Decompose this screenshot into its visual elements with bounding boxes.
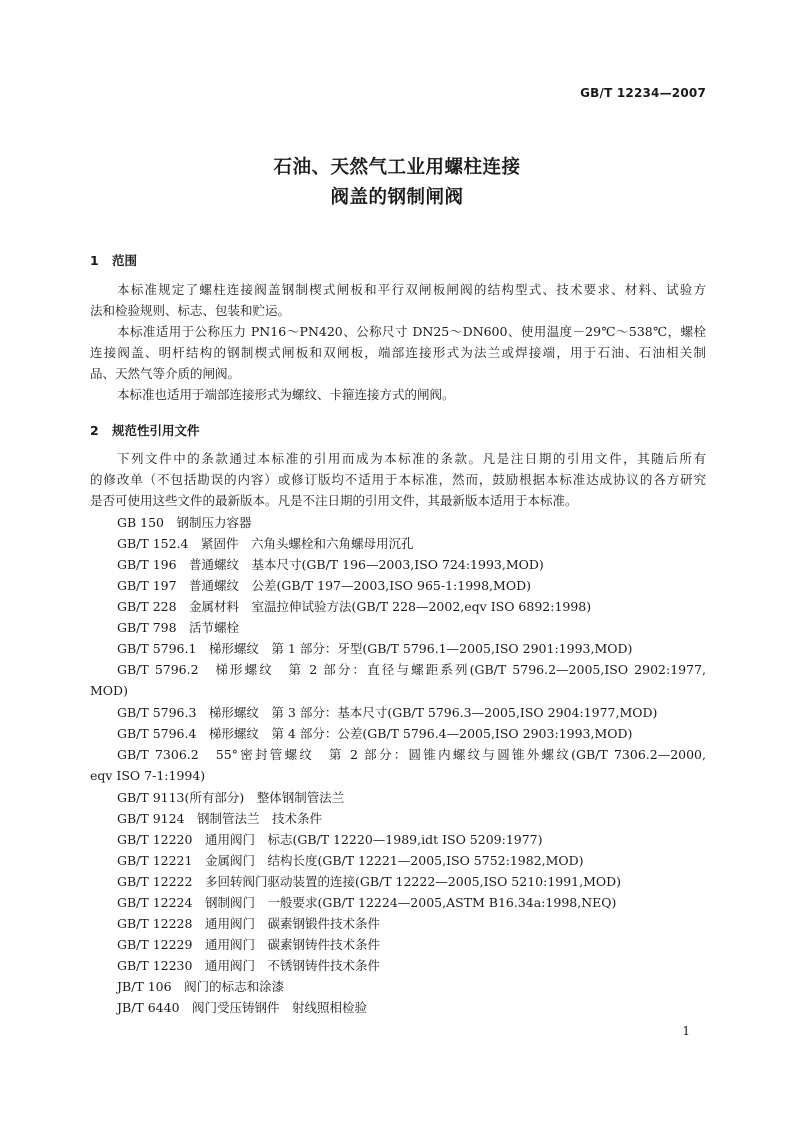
reference-item: GB/T 798 活节螺栓 — [117, 620, 240, 635]
reference-item: GB/T 196 普通螺纹 基本尺寸(GB/T 196—2003,ISO 724:1993,MOD) — [117, 557, 544, 572]
reference-item: GB/T 5796.4 梯形螺纹 第 4 部分：公差(GB/T 5796.4—2005,ISO 2903:1993,MOD) — [117, 726, 633, 741]
document-title-line-2: 阀盖的钢制闸阀 — [330, 187, 464, 208]
reference-item-continuation: MOD) — [90, 683, 128, 698]
section-title: 规范性引用文件 — [112, 423, 200, 438]
section-2-heading — [90, 421, 200, 439]
reference-item: GB/T 228 金属材料 室温拉伸试验方法(GB/T 228—2002,eqv ISO 6892:1998) — [117, 599, 592, 614]
paragraph-line: 本标准也适用于端部连接形式为螺纹、卡箍连接方式的闸阀。 — [117, 387, 455, 402]
reference-item: GB/T 5796.3 梯形螺纹 第 3 部分：基本尺寸(GB/T 5796.3—2005,ISO 2904:1977,MOD) — [117, 705, 658, 720]
section-1-heading — [90, 251, 137, 269]
reference-item: GB/T 12220 通用阀门 标志(GB/T 12220—1989,idt ISO 5209:1977) — [117, 832, 543, 847]
reference-item-continuation: eqv ISO 7-1:1994) — [90, 768, 206, 783]
paragraph-line: 是否可使用这些文件的最新版本。凡是不注日期的引用文件，其最新版本适用于本标准。 — [90, 493, 578, 508]
paragraph-line: 法和检验规则、标志、包装和贮运。 — [90, 303, 291, 318]
reference-item: GB/T 12224 钢制阀门 一般要求(GB/T 12224—2005,ASTM B16.34a:1998,NEQ) — [117, 895, 617, 910]
paragraph-line: 品、天然气等介质的闸阀。 — [90, 366, 241, 381]
page-number: 1 — [682, 1024, 690, 1038]
reference-item: GB/T 5796.2 梯形螺纹 第 2 部分：直径与螺距系列(GB/T 5796.2—2005,ISO 2902:1977, — [117, 662, 706, 677]
section-title: 范围 — [112, 253, 138, 268]
paragraph-line: 下列文件中的条款通过本标准的引用而成为本标准的条款。凡是注日期的引用文件，其随后所有 — [117, 451, 706, 466]
section-number: 1 — [90, 253, 99, 268]
paragraph-line: 本标准适用于公称压力 PN16～PN420、公称尺寸 DN25～DN600、使用温度－29℃～538℃，螺栓 — [117, 324, 706, 339]
reference-item: GB/T 9124 钢制管法兰 技术条件 — [117, 811, 323, 826]
document-title-line-1: 石油、天然气工业用螺柱连接 — [273, 157, 521, 178]
reference-item: GB/T 12222 多回转阀门驱动装置的连接(GB/T 12222—2005,ISO 5210:1991,MOD) — [117, 874, 622, 889]
reference-item: GB/T 9113(所有部分) 整体钢制管法兰 — [117, 790, 345, 805]
paragraph-line: 连接阀盖、明杆结构的钢制楔式闸板和双闸板，端部连接形式为法兰或焊接端，用于石油、石油相关制 — [90, 345, 706, 360]
paragraph-line: 本标准规定了螺柱连接阀盖钢制楔式闸板和平行双闸板闸阀的结构型式、技术要求、材料、试验方 — [117, 282, 706, 297]
paragraph-line: 的修改单（不包括勘误的内容）或修订版均不适用于本标准，然而，鼓励根据本标准达成协议的各方研究 — [90, 472, 706, 487]
reference-item: GB/T 197 普通螺纹 公差(GB/T 197—2003,ISO 965-1:1998,MOD) — [117, 578, 531, 593]
reference-item: GB/T 12221 金属阀门 结构长度(GB/T 12221—2005,ISO 5752:1982,MOD) — [117, 853, 584, 868]
reference-item: GB/T 7306.2 55°密封管螺纹 第 2 部分：圆锥内螺纹与圆锥外螺纹(GB/T 7306.2—2000, — [117, 747, 706, 762]
reference-item: GB 150 钢制压力容器 — [117, 515, 252, 530]
reference-item: GB/T 12229 通用阀门 碳素钢铸件技术条件 — [117, 937, 380, 952]
standard-code: GB/T 12234—2007 — [580, 86, 706, 100]
reference-item: JB/T 106 阀门的标志和涂漆 — [117, 979, 285, 994]
reference-item: JB/T 6440 阀门受压铸钢件 射线照相检验 — [117, 1000, 368, 1015]
section-number: 2 — [90, 423, 99, 438]
reference-item: GB/T 12230 通用阀门 不锈钢铸件技术条件 — [117, 958, 380, 973]
reference-item: GB/T 12228 通用阀门 碳素钢锻件技术条件 — [117, 916, 380, 931]
reference-item: GB/T 152.4 紧固件 六角头螺栓和六角螺母用沉孔 — [117, 536, 414, 551]
reference-item: GB/T 5796.1 梯形螺纹 第 1 部分：牙型(GB/T 5796.1—2005,ISO 2901:1993,MOD) — [117, 641, 633, 656]
